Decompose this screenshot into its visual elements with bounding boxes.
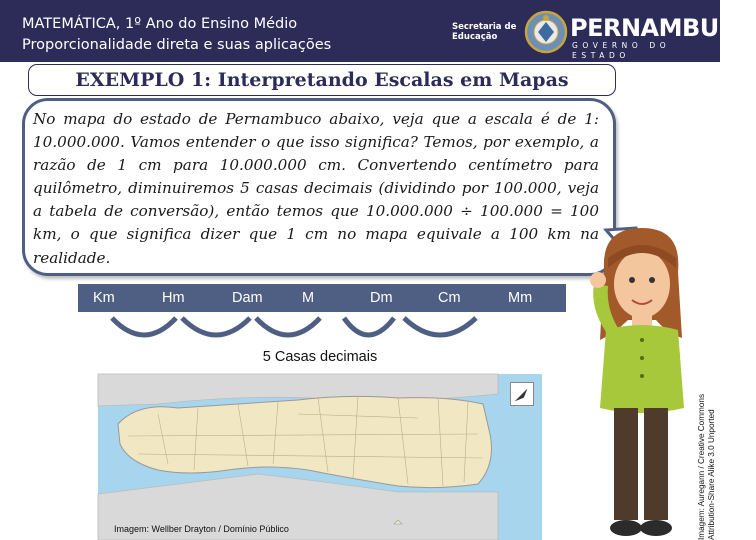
map-drawing [98, 374, 542, 540]
header-bar [0, 0, 756, 62]
unit-mm: Mm [508, 290, 533, 306]
decimal-places-label: 5 Casas decimais [262, 349, 378, 365]
speech-bubble [22, 98, 616, 276]
state-seal-icon [524, 10, 568, 54]
girl-illustration [586, 228, 696, 540]
pernambuco-state [118, 396, 492, 487]
course-subtitle: Proporcionalidade direta e suas aplicações [22, 37, 332, 53]
unit-dam: Dam [232, 290, 263, 306]
course-title: MATEMÁTICA, 1º Ano do Ensino Médio [22, 16, 298, 32]
secretaria-label [452, 22, 516, 42]
pernambuco-map [98, 374, 542, 540]
map-credit: Imagem: Wellber Drayton / Domínio Público [114, 524, 289, 534]
arc-km-hm [112, 318, 176, 335]
example-text: No mapa do estado de Pernambuco abaixo, veja que a escala é de 1: 10.000.000. Vamos entender o que isso significa? Temos, por exemplo, a razão de 1 cm para 10.000.000 cm. Convertendo centímetro para quilômetro, diminuiremos 5 casas decimais (dividindo por 100.000, veja a tabela de conversão), então temos que 10.000.000 ÷ 100.000 = 100 km, o que significa dizer que 1 cm no mapa equivale a 100 km na realidade. [33, 110, 599, 267]
unit-m: M [302, 290, 315, 306]
unit-km: Km [93, 290, 115, 306]
arc-dam-m [256, 318, 320, 335]
arc-m-dm [344, 318, 394, 335]
arc-hm-dam [182, 318, 250, 335]
side-credit-line2: Attribution-Share Alike 3.0 Unported [707, 409, 716, 540]
decimal-shift-arrows [104, 312, 564, 352]
government-label: GOVERNO DO ESTADO [572, 41, 671, 60]
secretaria-line1: Secretaria de [452, 22, 517, 32]
arc-dm-cm [404, 318, 476, 335]
unit-cm: Cm [438, 290, 461, 306]
state-name: PERNAMBUCO [570, 14, 756, 42]
example-title: EXEMPLO 1: Interpretando Escalas em Mapas [75, 69, 569, 91]
compass-icon [510, 382, 534, 406]
unit-dm: Dm [370, 290, 393, 306]
side-image-credit [697, 368, 717, 540]
conversion-table [78, 284, 566, 312]
side-credit-line1: Imagem: Auregann / Creative Commons [697, 393, 706, 540]
secretaria-line2: Educação [452, 32, 498, 42]
unit-hm: Hm [162, 290, 185, 306]
example-title-box [28, 64, 616, 96]
